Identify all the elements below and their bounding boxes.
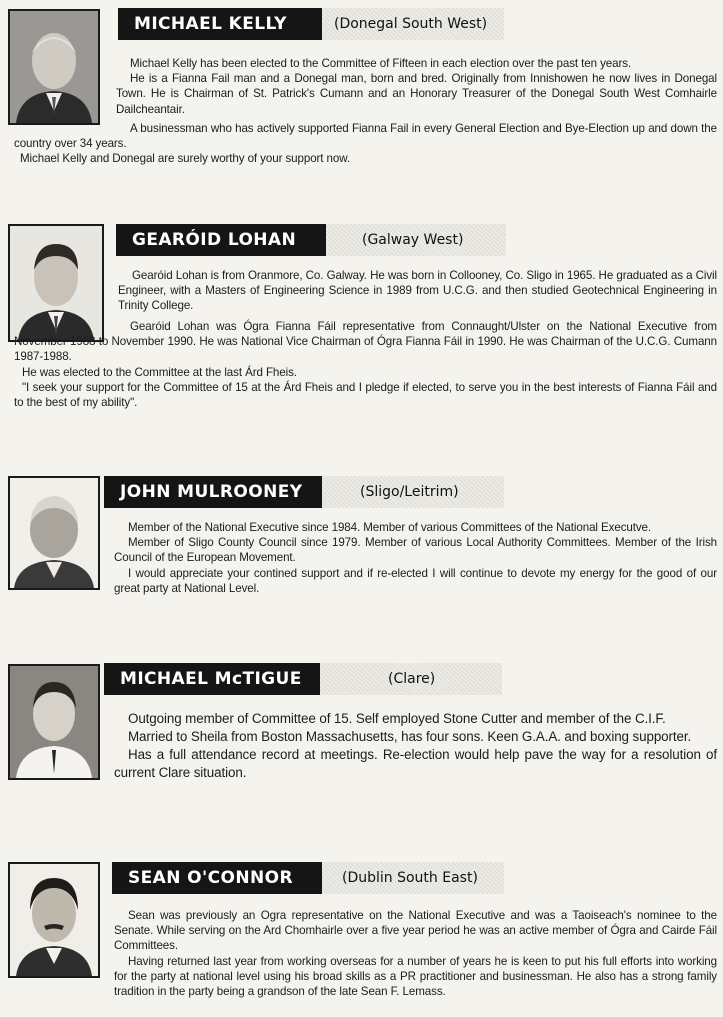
constituency-label: (Sligo/Leitrim) [322,476,504,508]
candidate-name: GEARÓID LOHAN [116,224,326,256]
bio-paragraph: Michael Kelly and Donegal are surely worthy of your support now. [20,152,350,166]
bio-paragraph: Has a full attendance record at meetings. Re-election would help pave the way for a resolution of current Clare situation. [114,747,717,780]
candidate-bio [14,710,717,782]
bio-paragraph: He was elected to the Committee at the last Árd Fheis. [22,365,297,379]
bio-paragraph: Member of the National Executive since 1984. Member of various Committees of the National Executve. [128,521,652,534]
candidate-bio [14,520,717,596]
candidate-name: JOHN MULROONEY [104,476,322,508]
candidate-bio [14,268,717,314]
bio-paragraph: Member of Sligo County Council since 1979. Member of various Local Authority Committees. Member of the Irish Council of the European Movement. [114,536,717,565]
bio-paragraph: Having returned last year from working overseas for a number of years he is keen to put his full efforts into working for the party at national level using his broad skills as a PR practitioner and businessman. He also has a strong family tradition in the party being a grandson of the late Sean F. Lemass. [114,954,717,999]
constituency-label: (Dublin South East) [322,862,504,894]
constituency-label: (Clare) [320,663,502,695]
candidate-name: MICHAEL McTIGUE [104,663,320,695]
candidate-bio [14,56,717,117]
bio-paragraph: He is a Fianna Fail man and a Donegal man, born and bred. Originally from Innishowen he now lives in Donegal Town. He is Chairman of St. Patrick's Cumann and an Honorary Treasurer of the Donegal South West Comhairle Dailcheantair. [116,72,717,116]
candidate-bio-continued [14,319,717,410]
constituency-label: (Galway West) [326,224,506,256]
bio-paragraph: Gearóid Lohan was Ógra Fianna Fáil representative from Connaught/Ulster on the National Executive from November 1988 to November 1990. He was National Vice Chairman of Ógra Fianna Fáil in 1990. He was Chairman of the U.C.G. Cumann 1987-1988. [14,320,717,364]
candidate-name: MICHAEL KELLY [118,8,322,40]
bio-paragraph: Married to Sheila from Boston Massachusetts, has four sons. Keen G.A.A. and boxing supporter. [128,729,692,744]
bio-paragraph: Sean was previously an Ogra representative on the National Executive and was a Taoiseach's nominee to the Senate. While serving on the Ard Chomhairle over a five year period he was an active member of Ógra and Cairde Fáil Committees. [114,909,717,953]
bio-paragraph: Outgoing member of Committee of 15. Self employed Stone Cutter and member of the C.I.F. [128,711,666,726]
candidate-bio [14,908,717,999]
bio-paragraph: Gearóid Lohan is from Oranmore, Co. Galway. He was born in Collooney, Co. Sligo in 1965. He graduated as a Civil Engineer, with a Masters of Engineering Science in 1989 from U.C.G. and then studied Geotechnical Engineering in Trinity College. [118,269,717,313]
candidate-bio-continued [14,121,717,167]
bio-paragraph: I would appreciate your contined support and if re-elected I will continue to devote my energy for the good of our great party at National Level. [114,566,717,595]
bio-paragraph: A businessman who has actively supported Fianna Fail in every General Election and Bye-Election up and down the country over 34 years. [14,122,717,151]
bio-paragraph: Michael Kelly has been elected to the Committee of Fifteen in each election over the past ten years. [130,57,632,70]
bio-paragraph: "I seek your support for the Committee of 15 at the Árd Fheis and I pledge if elected, to serve you in the best interests of Fianna Fáil and to the best of my ability". [14,380,717,410]
constituency-label: (Donegal South West) [322,8,504,40]
candidate-name: SEAN O'CONNOR [112,862,322,894]
